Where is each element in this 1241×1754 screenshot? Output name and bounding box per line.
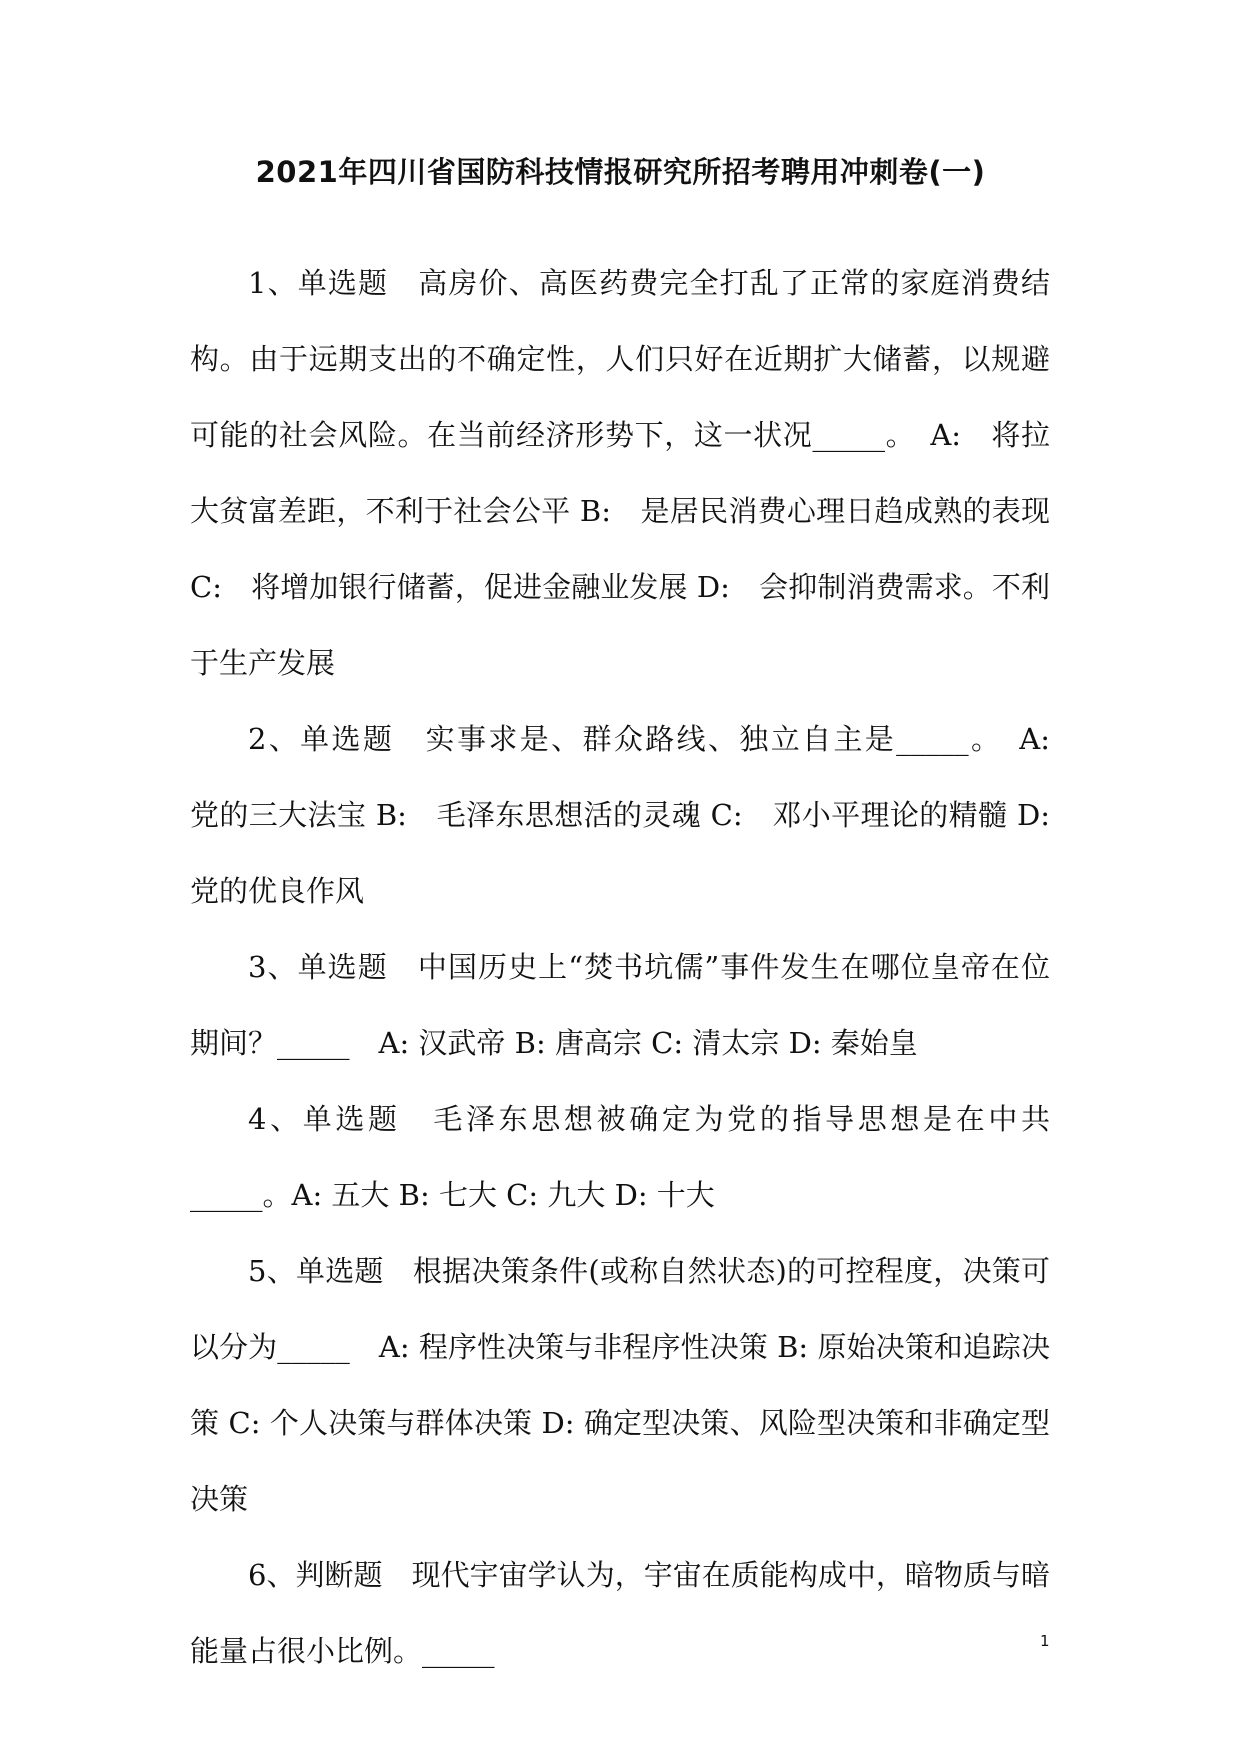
question-6 — [190, 1537, 1050, 1689]
question-5-text: 5、单选题 根据决策条件(或称自然状态)的可控程度，决策可以分为_____ A: 程序性决策与非程序性决策 B: 原始决策和追踪决策 C: 个人决策与群体决策 D: 确定型决策、风险型决策和非确定型决策 — [190, 1254, 1050, 1516]
question-2 — [190, 701, 1080, 929]
page-number: 1 — [1040, 1632, 1050, 1650]
document-title: 2021年四川省国防科技情报研究所招考聘用冲刺卷(一) — [255, 155, 986, 189]
question-3 — [190, 929, 1050, 1081]
question-4 — [190, 1081, 1050, 1233]
question-list — [190, 245, 1080, 1689]
question-4-text: 4、单选题 毛泽东思想被确定为党的指导思想是在中共_____。A: 五大 B: 七大 C: 九大 D: 十大 — [190, 1102, 1050, 1212]
question-5 — [190, 1233, 1050, 1537]
question-1 — [190, 245, 1050, 701]
question-2-text: 2、单选题 实事求是、群众路线、独立自主是_____。 A: 党的三大法宝 B: 毛泽东思想活的灵魂 C: 邓小平理论的精髓 D: 党的优良作风 — [190, 722, 1080, 908]
question-3-text: 3、单选题 中国历史上“焚书坑儒”事件发生在哪位皇帝在位期间？_____ A: 汉武帝 B: 唐高宗 C: 清太宗 D: 秦始皇 — [190, 950, 1050, 1060]
question-1-text: 1、单选题 高房价、高医药费完全打乱了正常的家庭消费结构。由于远期支出的不确定性，人们只好在近期扩大储蓄，以规避可能的社会风险。在当前经济形势下，这一状况_____。 A: 将拉大贫富差距，不利于社会公平 B: 是居民消费心理日趋成熟的表现 C: 将增加银行储蓄，促进金融业发展 D: 会抑制消费需求。不利于生产发展 — [190, 266, 1050, 680]
question-6-text: 6、判断题 现代宇宙学认为，宇宙在质能构成中，暗物质与暗能量占很小比例。_____ — [190, 1558, 1050, 1668]
